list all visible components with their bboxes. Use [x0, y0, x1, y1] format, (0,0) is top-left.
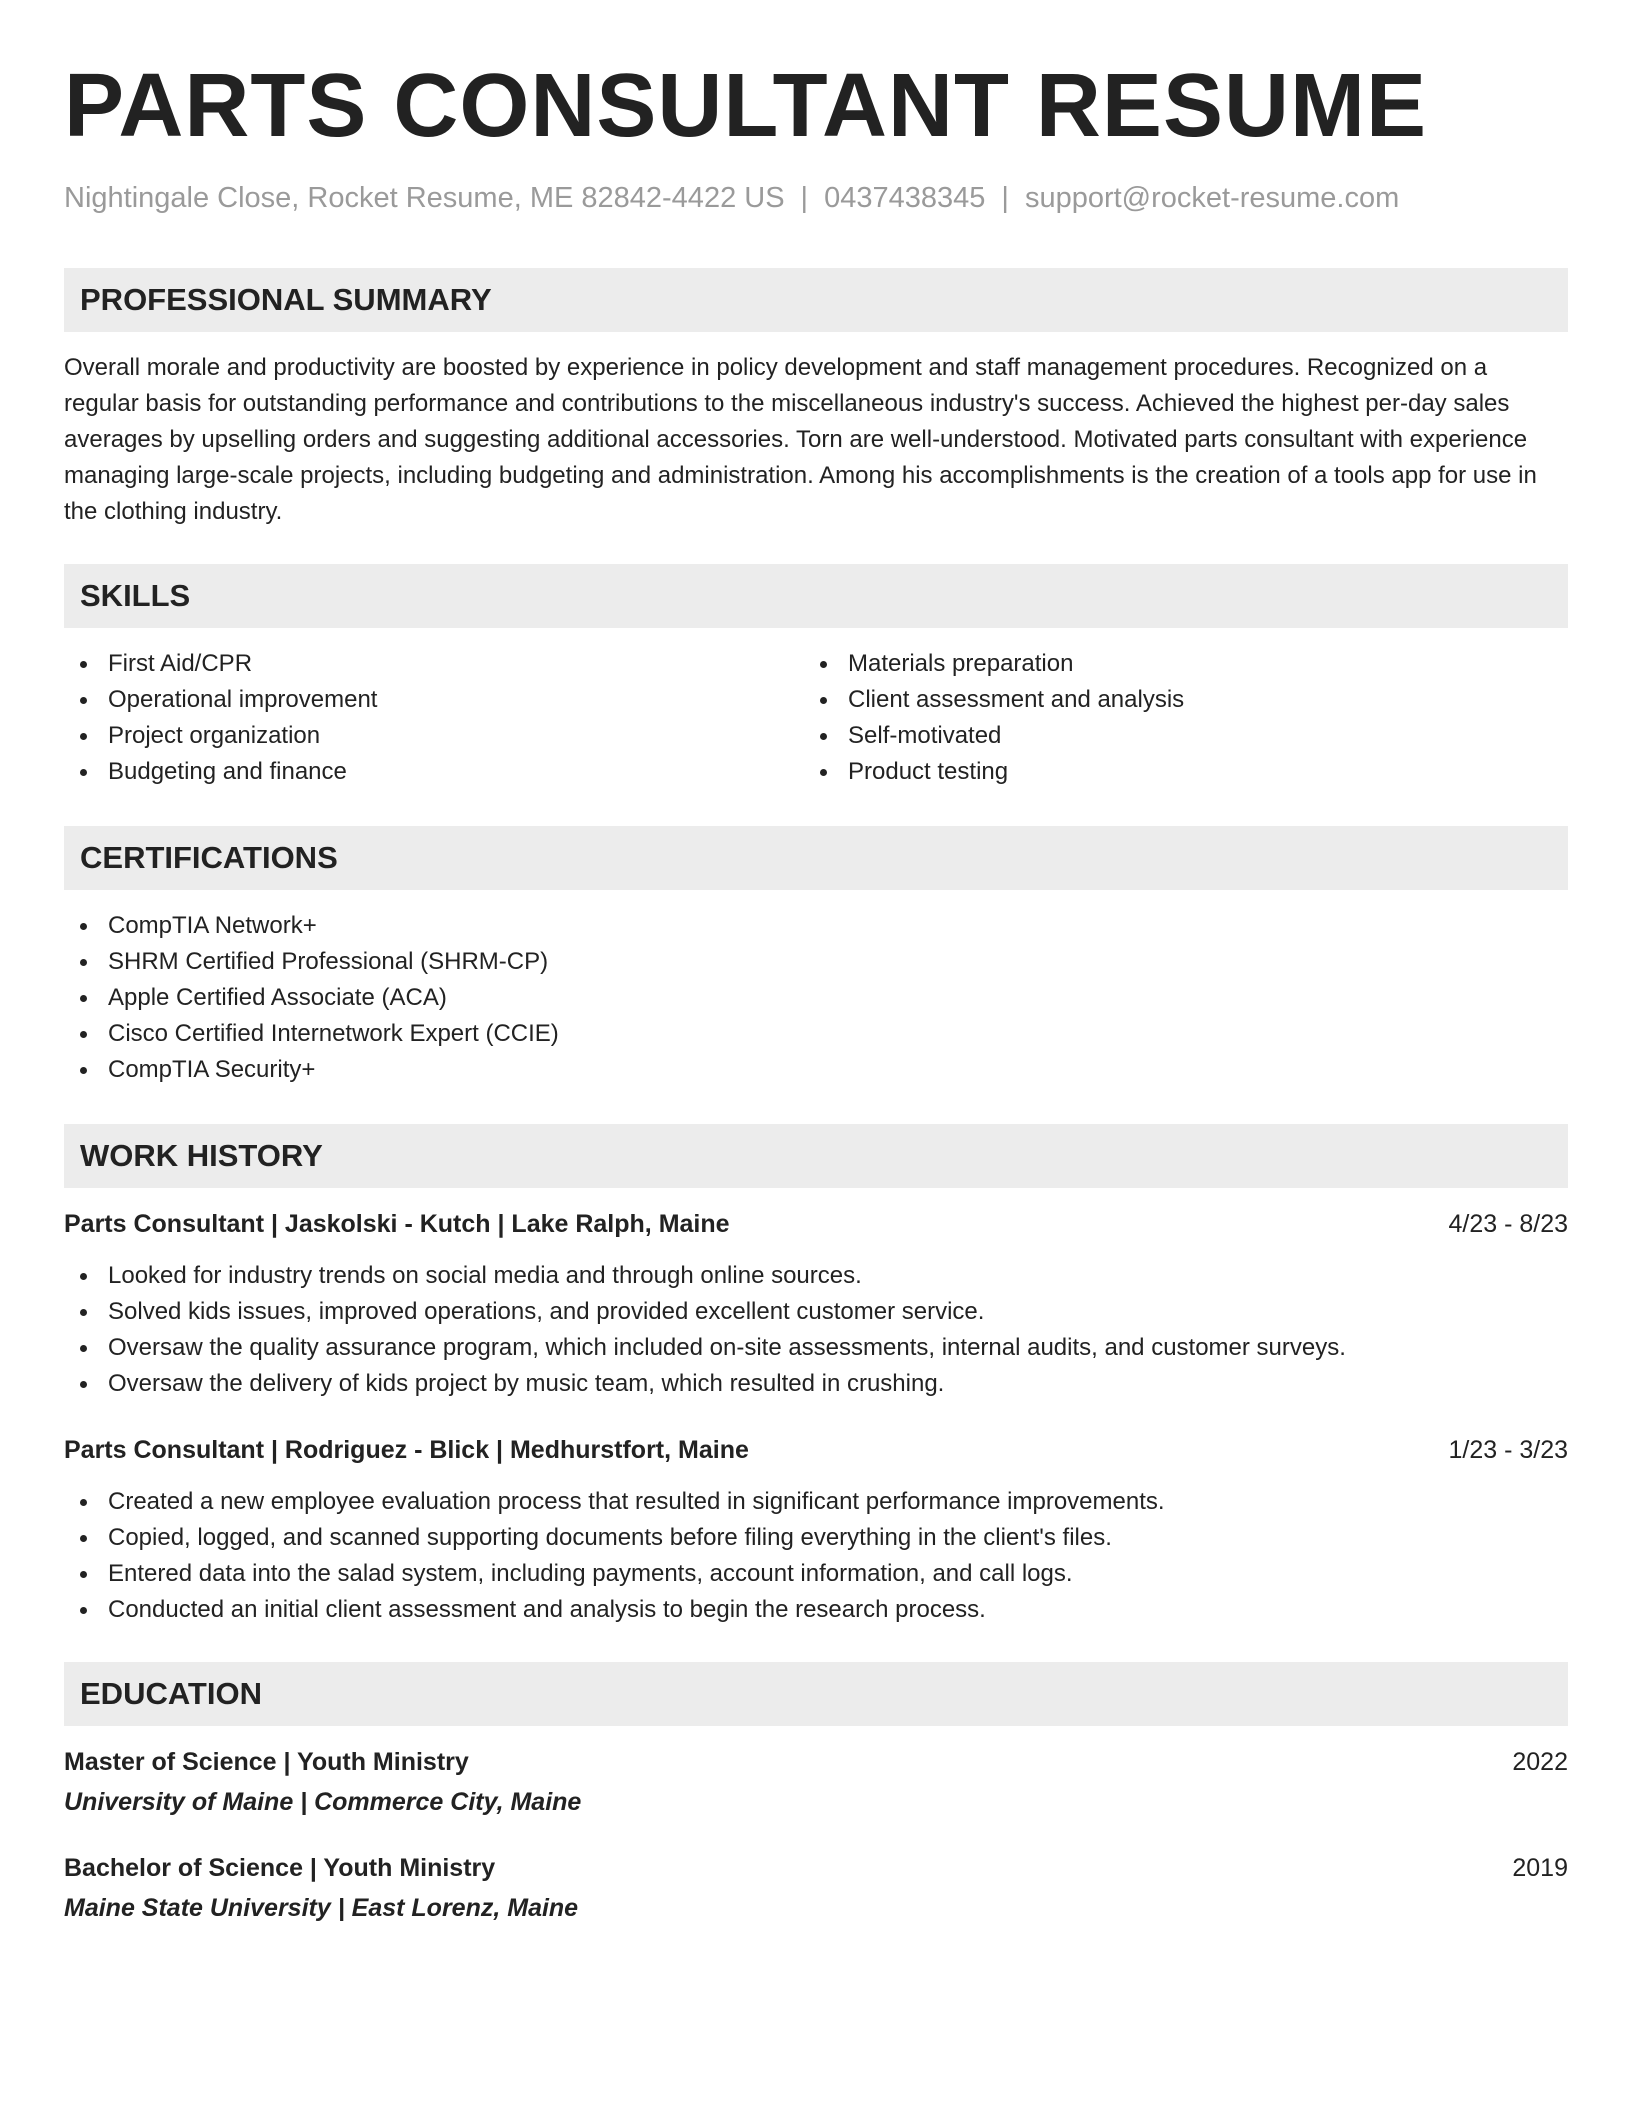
section-heading-skills: SKILLS [64, 564, 1568, 628]
summary-text: Overall morale and productivity are boosted by experience in policy development and staff management procedures. Recognized on a regular basis for outstanding performance and contributions to the miscellaneous industry's success. Achieved the highest per-day sales averages by upselling orders and suggesting additional accessories. Torn are well-understood. Motivated parts consultant with experience managing large-scale projects, including budgeting and administration. Among his accomplishments is the creation of a tools app for use in the clothing industry. [64, 354, 1537, 525]
job-title: Parts Consultant | Jaskolski - Kutch | Lake Ralph, Maine [64, 1210, 730, 1238]
contact-phone: 0437438345 [824, 182, 986, 214]
job-title: Parts Consultant | Rodriguez - Blick | Medhurstfort, Maine [64, 1436, 749, 1464]
section-heading-education: EDUCATION [64, 1662, 1568, 1726]
education-school: Maine State University | East Lorenz, Maine [64, 1894, 579, 1922]
job-entry [64, 1432, 1568, 1628]
job-bullet: Conducted an initial client assessment and analysis to begin the research process. [64, 1592, 1568, 1628]
skill-item: Self-motivated [804, 718, 1544, 754]
certification-item: Cisco Certified Internetwork Expert (CCIE) [64, 1016, 1568, 1052]
skill-item: Budgeting and finance [64, 754, 804, 790]
resume-title: PARTS CONSULTANT RESUME [64, 56, 1427, 156]
education-year: 2019 [1512, 1854, 1568, 1882]
education-header [64, 1850, 1568, 1886]
section-heading-certifications: CERTIFICATIONS [64, 826, 1568, 890]
contact-email[interactable]: support@rocket-resume.com [1024, 182, 1400, 214]
job-entry [64, 1206, 1568, 1402]
education-school: University of Maine | Commerce City, Maine [64, 1788, 582, 1816]
job-bullet: Oversaw the delivery of kids project by music team, which resulted in crushing. [64, 1366, 1568, 1402]
job-bullet: Created a new employee evaluation process that resulted in significant performance improvements. [64, 1484, 1568, 1520]
job-dates: 4/23 - 8/23 [1448, 1210, 1568, 1238]
job-bullets [64, 1258, 1568, 1402]
certification-item: CompTIA Network+ [64, 908, 1568, 944]
skill-item: Client assessment and analysis [804, 682, 1544, 718]
education-degree: Master of Science | Youth Ministry [64, 1748, 469, 1776]
skill-item: Project organization [64, 718, 804, 754]
skills-list-right [804, 646, 1544, 790]
contact-separator: | [1001, 182, 1009, 214]
skill-item: First Aid/CPR [64, 646, 804, 682]
contact-separator: | [800, 182, 809, 214]
skills-columns [64, 646, 1568, 790]
job-bullet: Entered data into the salad system, including payments, account information, and call logs. [64, 1556, 1568, 1592]
section-heading-work-history: WORK HISTORY [64, 1124, 1568, 1188]
skill-item: Operational improvement [64, 682, 804, 718]
job-dates: 1/23 - 3/23 [1448, 1436, 1568, 1464]
certification-item: SHRM Certified Professional (SHRM-CP) [64, 944, 1568, 980]
contact-address: Nightingale Close, Rocket Resume, ME 82842-4422 US [64, 182, 785, 214]
education-entry [64, 1850, 1568, 1926]
job-bullet: Oversaw the quality assurance program, which included on-site assessments, internal audits, and customer surveys. [64, 1330, 1568, 1366]
skills-list-left [64, 646, 804, 790]
job-bullet: Solved kids issues, improved operations, and provided excellent customer service. [64, 1294, 1568, 1330]
certification-item: Apple Certified Associate (ACA) [64, 980, 1568, 1016]
job-bullet: Copied, logged, and scanned supporting documents before filing everything in the client's files. [64, 1520, 1568, 1556]
education-degree: Bachelor of Science | Youth Ministry [64, 1854, 496, 1882]
job-header [64, 1206, 1568, 1242]
job-bullets [64, 1484, 1568, 1628]
education-year: 2022 [1512, 1748, 1568, 1776]
education-entry [64, 1744, 1568, 1820]
skill-item: Materials preparation [804, 646, 1544, 682]
education-header [64, 1744, 1568, 1780]
contact-line [64, 180, 1568, 216]
job-bullet: Looked for industry trends on social media and through online sources. [64, 1258, 1568, 1294]
certification-item: CompTIA Security+ [64, 1052, 1568, 1088]
job-header [64, 1432, 1568, 1468]
section-heading-summary: PROFESSIONAL SUMMARY [64, 268, 1568, 332]
certifications-list [64, 908, 1568, 1088]
skill-item: Product testing [804, 754, 1544, 790]
